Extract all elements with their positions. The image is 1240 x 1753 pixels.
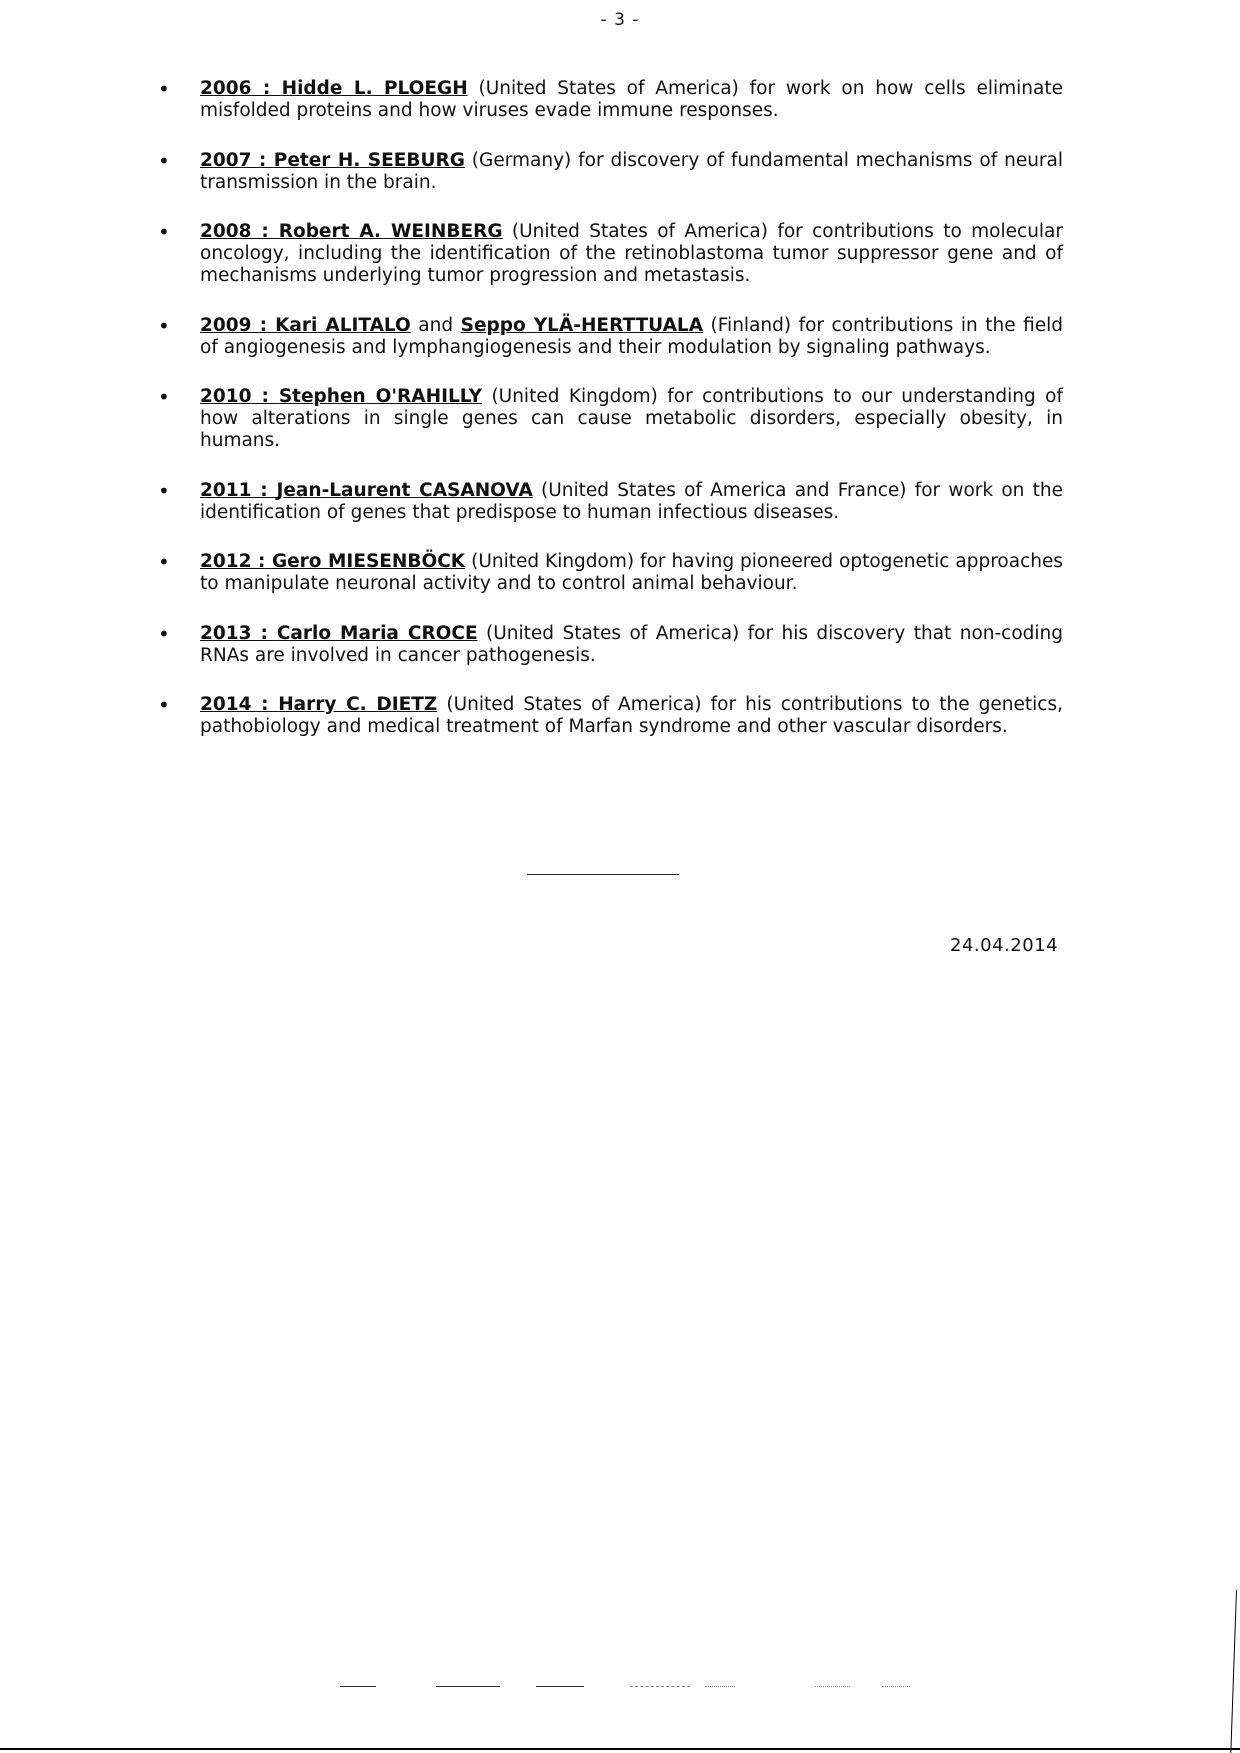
bullet-icon: • [158, 693, 170, 717]
award-description: (Germany) for discovery of fundamental mechanisms of neural transmission in the brain. [200, 149, 1064, 193]
award-item [158, 386, 1063, 452]
year-name-separator: : [251, 551, 272, 572]
award-item [158, 694, 1063, 738]
award-description: (United Kingdom) for having pioneered optogenetic approaches to manipulate neuronal activity and to control animal behaviour. [200, 551, 1063, 594]
award-year: 2011 [200, 479, 252, 501]
award-year: 2010 [200, 386, 252, 407]
recipient-name: Robert A. WEINBERG [278, 221, 503, 242]
scan-artifact-marks [0, 1686, 1240, 1690]
award-year: 2009 [200, 314, 252, 336]
bullet-icon: • [158, 478, 170, 503]
year-name-separator: : [251, 149, 274, 171]
end-of-list-divider [527, 874, 679, 875]
recipient-name: Carlo Maria CROCE [276, 622, 478, 644]
year-name-separator: : [251, 386, 279, 407]
document-date: 24.04.2014 [950, 935, 1059, 956]
year-name-separator: : [251, 479, 277, 501]
year-name-separator: : [251, 314, 276, 336]
recipient-name: Hidde L. PLOEGH [281, 78, 468, 99]
award-year: 2006 [200, 78, 252, 99]
bullet-icon: • [158, 220, 170, 244]
page-number: - 3 - [600, 10, 640, 30]
recipient-name: Seppo YLÄ-HERTTUALA [460, 314, 704, 336]
year-name-separator: : [251, 221, 279, 242]
bullet-icon: • [158, 550, 170, 574]
award-year: 2008 [200, 221, 252, 242]
award-item [158, 480, 1063, 524]
recipient-name: Kari ALITALO [275, 314, 411, 336]
award-year: 2013 [200, 622, 252, 644]
award-item [158, 315, 1063, 359]
bullet-icon: • [158, 313, 170, 338]
recipient-name: Gero MIESENBÖCK [271, 551, 466, 572]
recipient-name: Harry C. DIETZ [278, 694, 438, 715]
year-name-separator: : [251, 622, 277, 644]
award-description: (Finland) for contributions in the field of angiogenesis and lymphangiogenesis and their modulation by signaling pathways. [200, 314, 1064, 358]
award-description: (United States of America) for work on how cells eliminate misfolded proteins and how viruses evade immune responses. [200, 78, 1063, 121]
award-item [158, 623, 1063, 667]
recipient-name: Peter H. SEEBURG [273, 149, 465, 171]
bullet-icon: • [158, 621, 170, 646]
award-description: (United States of America) for contributions to molecular oncology, including the identification of the retinoblastoma tumor suppressor gene and of mechanisms underlying tumor progression and metastasis. [200, 221, 1063, 286]
award-year: 2007 [200, 149, 252, 171]
year-name-separator: : [251, 78, 282, 99]
award-item [158, 150, 1063, 194]
bullet-icon: • [158, 77, 170, 101]
award-description: (United States of America) for his discovery that non-coding RNAs are involved in cancer pathogenesis. [200, 622, 1063, 666]
award-item [158, 78, 1063, 122]
award-description: (United States of America and France) for work on the identification of genes that predispose to human infectious diseases. [200, 479, 1063, 523]
award-description: (United Kingdom) for contributions to our understanding of how alterations in single genes can cause metabolic disorders, especially obesity, in humans. [200, 386, 1064, 451]
recipient-name: Jean-Laurent CASANOVA [276, 479, 533, 501]
awards-list [158, 78, 1063, 766]
award-year: 2012 [200, 551, 252, 572]
recipient-name: Stephen O'RAHILLY [278, 386, 483, 407]
bullet-icon: • [158, 148, 170, 173]
award-item [158, 551, 1063, 595]
scan-edge-bottom [0, 1748, 1240, 1750]
year-name-separator: : [251, 694, 279, 715]
bullet-icon: • [158, 385, 170, 409]
scan-edge-right [1230, 1590, 1237, 1753]
award-year: 2014 [200, 694, 252, 715]
recipient-conjunction: and [410, 314, 461, 336]
award-item [158, 221, 1063, 287]
award-description: (United States of America) for his contributions to the genetics, pathobiology and medical treatment of Marfan syndrome and other vascular disorders. [200, 694, 1063, 737]
